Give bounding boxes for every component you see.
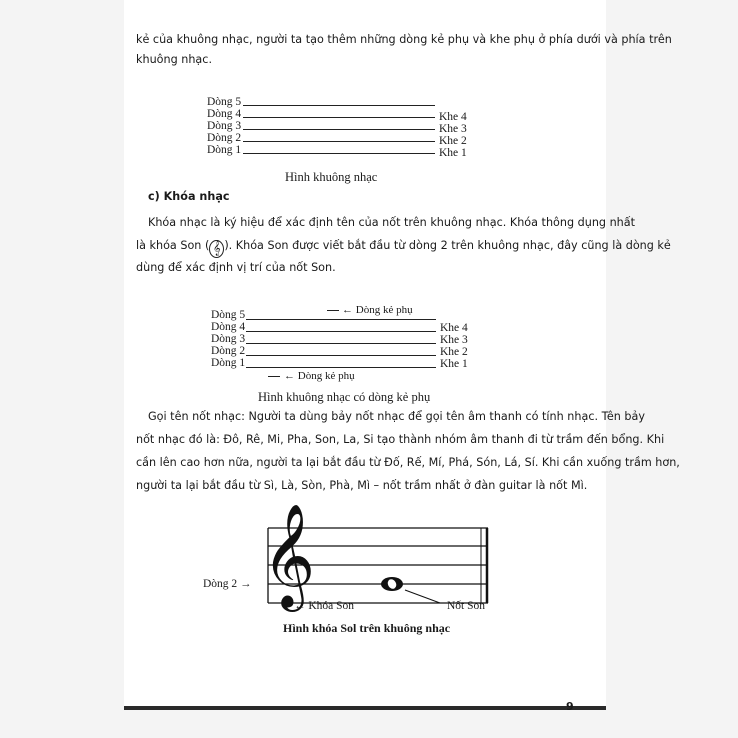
staff2-caption: Hình khuông nhạc có dòng kẻ phụ xyxy=(258,390,431,404)
page-number: 9 xyxy=(566,700,574,713)
line-2-label: Dòng 2 → xyxy=(203,578,252,590)
section-c-line-3: dùng để xác định vị trí của nốt Son. xyxy=(136,261,336,274)
staff2-line-label: Dòng 3 xyxy=(211,333,246,345)
staff2-line-label: Dòng 1 xyxy=(211,357,246,369)
names-line-1: Gọi tên nốt nhạc: Người ta dùng bảy nốt nhạc để gọi tên âm thanh có tính nhạc. Tên bảy xyxy=(148,410,645,423)
staff1-line-label: Dòng 1 xyxy=(207,144,242,156)
staff2-line-label: Dòng 4 xyxy=(211,321,246,333)
staff2-line-label: Dòng 5 xyxy=(211,309,246,321)
note-label: Nốt Son xyxy=(447,600,486,612)
staff2-space-label: Khe 1 xyxy=(440,358,468,370)
staff1-line-label: Dòng 5 xyxy=(207,96,242,108)
ledger-bottom-label: ← Dòng kẻ phụ xyxy=(284,370,355,382)
arrow-icon xyxy=(405,590,440,603)
staff1-line-label: Dòng 3 xyxy=(207,120,242,132)
staff1-caption: Hình khuông nhạc xyxy=(285,170,378,184)
staff1-space-label: Khe 3 xyxy=(439,123,467,135)
names-line-2: nốt nhạc đó là: Đô, Rê, Mi, Pha, Son, La, Si tạo thành nhóm âm thanh đi từ trầm đến bổng. Khi xyxy=(136,433,665,446)
section-heading: c) Khóa nhạc xyxy=(148,190,230,203)
staff1-space-label: Khe 1 xyxy=(439,147,467,159)
intro-line-1: kẻ của khuông nhạc, người ta tạo thêm những dòng kẻ phụ và khe phụ ở phía dưới và phía trên xyxy=(136,33,672,46)
treble-clef-icon: 𝄞 xyxy=(209,240,224,258)
staff2-space-label: Khe 2 xyxy=(440,346,468,358)
section-c-line-2a: là khóa Son ( xyxy=(136,239,210,252)
staff1-space-label: Khe 2 xyxy=(439,135,467,147)
names-line-3: cần lên cao hơn nữa, người ta lại bắt đầu từ Đố, Rế, Mí, Phá, Són, Lá, Sí. Khi cần xuống trầm hơn, xyxy=(136,456,680,469)
treble-clef-icon: 𝄞 xyxy=(262,503,316,608)
ledger-top-label: ← Dòng kẻ phụ xyxy=(342,304,413,316)
staff1-line-label: Dòng 2 xyxy=(207,132,242,144)
intro-line-2: khuông nhạc. xyxy=(136,53,212,66)
staff1-space-label: Khe 4 xyxy=(439,111,467,123)
section-c-line-2b: ). Khóa Son được viết bắt đầu từ dòng 2 trên khuông nhạc, đây cũng là dòng kẻ xyxy=(224,239,671,252)
figure3-caption: Hình khóa Sol trên khuông nhạc xyxy=(283,621,451,635)
clef-label: ← Khóa Son xyxy=(294,600,355,612)
staff2-space-label: Khe 3 xyxy=(440,334,468,346)
staff2-space-label: Khe 4 xyxy=(440,322,468,334)
names-line-4: người ta lại bắt đầu từ Sì, Là, Sòn, Phà, Mì – nốt trầm nhất ở đàn guitar là nốt Mì. xyxy=(136,479,588,492)
section-c-line-1: Khóa nhạc là ký hiệu để xác định tên của nốt trên khuông nhạc. Khóa thông dụng nhất xyxy=(148,216,635,229)
staff2-line-label: Dòng 2 xyxy=(211,345,246,357)
staff1-line-label: Dòng 4 xyxy=(207,108,242,120)
